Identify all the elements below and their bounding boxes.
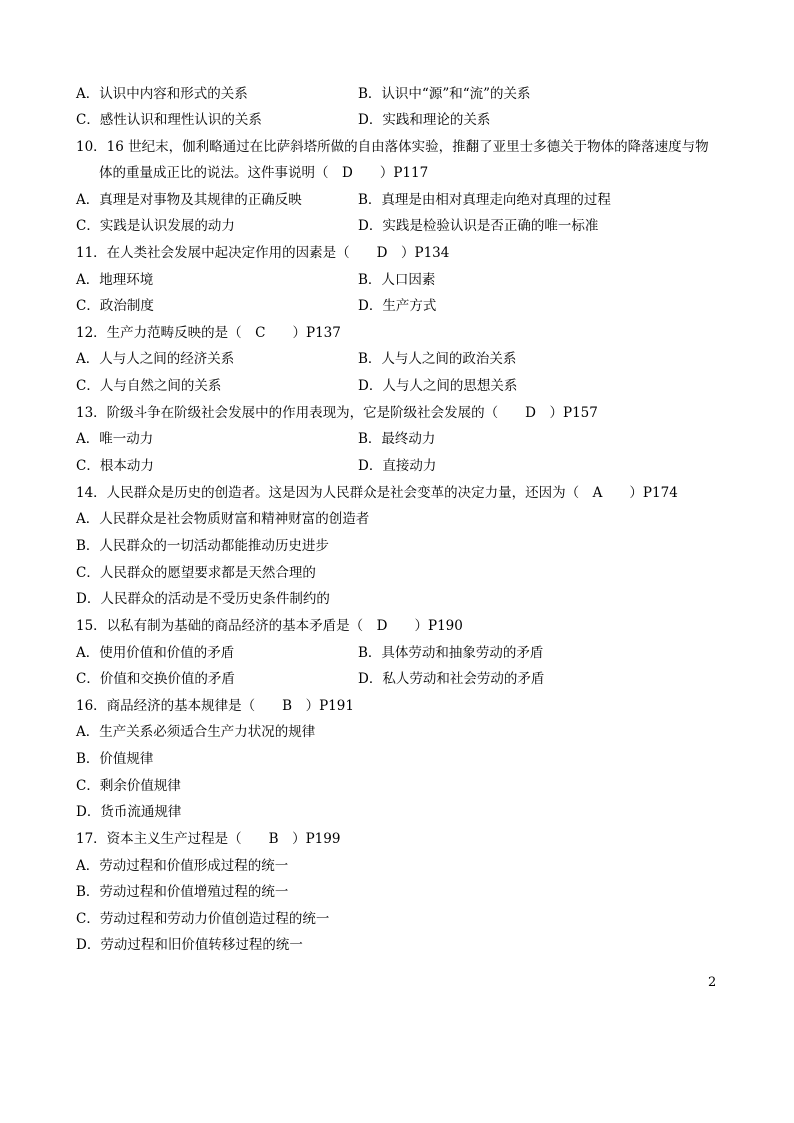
option-c: C．感性认识和理性认识的关系 [76,112,262,128]
option-c: C．价值和交换价值的矛盾 [76,671,235,687]
option-a: A．真理是对事物及其规律的正确反映 [76,192,302,208]
option-d: D．劳动过程和旧价值转移过程的统一 [76,937,303,953]
option-b: B．劳动过程和价值增殖过程的统一 [76,884,289,900]
option-d: D．实践和理论的关系 [358,112,491,128]
option-a: A．人民群众是社会物质财富和精神财富的创造者 [76,511,370,527]
option-c: C．实践是认识发展的动力 [76,218,235,234]
option-b: B．认识中“源”和“流”的关系 [358,86,531,102]
option-a: A．地理环境 [76,272,154,288]
option-c: C．人民群众的愿望要求都是天然合理的 [76,565,316,581]
option-c: C．剩余价值规律 [76,778,181,794]
option-b: B．人民群众的一切活动都能推动历史进步 [76,538,329,554]
option-b: B．最终动力 [358,431,436,447]
option-a: A．劳动过程和价值形成过程的统一 [76,858,289,874]
option-b: B．真理是由相对真理走向绝对真理的过程 [358,192,611,208]
option-a: A．人与人之间的经济关系 [76,351,235,367]
question-10: 10．16 世纪末，伽利略通过在比萨斜塔所做的自由落体实验，推翻了亚里士多德关于物体的降落速度与物 [76,139,709,155]
option-a: A．认识中内容和形式的关系 [76,86,248,102]
question-13: 13．阶级斗争在阶级社会发展中的作用表现为，它是阶级社会发展的（ D ）P157 [76,405,598,421]
question-17: 17．资本主义生产过程是（ B ）P199 [76,831,341,847]
question-15: 15．以私有制为基础的商品经济的基本矛盾是（ D ）P190 [76,618,463,634]
option-a: A．使用价值和价值的矛盾 [76,645,235,661]
option-d: D．实践是检验认识是否正确的唯一标准 [358,218,599,234]
option-c: C．政治制度 [76,298,154,314]
option-a: A．生产关系必须适合生产力状况的规律 [76,724,316,740]
option-b: B．人口因素 [358,272,436,288]
option-d: D．人民群众的活动是不受历史条件制约的 [76,591,330,607]
option-b: B．人与人之间的政治关系 [358,351,517,367]
option-a: A．唯一动力 [76,431,154,447]
question-14: 14．人民群众是历史的创造者。这是因为人民群众是社会变革的决定力量，还因为（ A ）P174 [76,485,678,501]
option-d: D．人与人之间的思想关系 [358,378,518,394]
page-number: 2 [708,975,717,990]
option-b: B．价值规律 [76,751,154,767]
option-d: D．货币流通规律 [76,804,182,820]
option-b: B．具体劳动和抽象劳动的矛盾 [358,645,544,661]
question-16: 16．商品经济的基本规律是（ B ）P191 [76,698,354,714]
option-d: D．生产方式 [358,298,437,314]
question-11: 11．在人类社会发展中起决定作用的因素是（ D ）P134 [76,245,450,261]
option-c: C．劳动过程和劳动力价值创造过程的统一 [76,911,330,927]
option-c: C．人与自然之间的关系 [76,378,222,394]
option-c: C．根本动力 [76,458,154,474]
question-12: 12．生产力范畴反映的是（ C ）P137 [76,325,341,341]
option-d: D．私人劳动和社会劳动的矛盾 [358,671,545,687]
option-d: D．直接动力 [358,458,437,474]
question-10-continuation: 体的重量成正比的说法。这件事说明（ D ）P117 [99,165,429,181]
